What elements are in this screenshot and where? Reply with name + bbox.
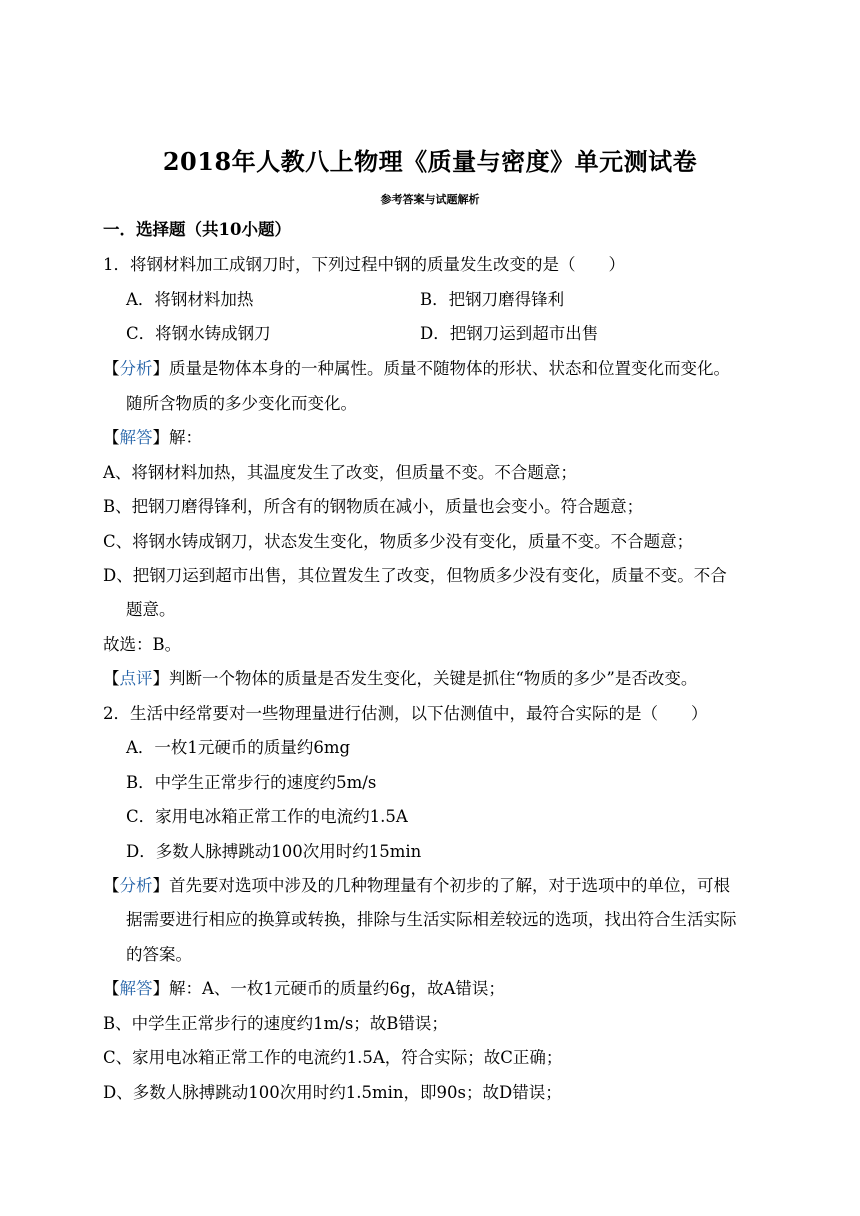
q1-analysis-text-1: 质量是物体本身的一种属性。质量不随物体的形状、状态和位置变化而变化。	[169, 359, 730, 378]
q2-answer-b: B、中学生正常步行的速度约1m/s；故B错误；	[103, 1014, 448, 1033]
analysis-tag: 分析	[119, 359, 153, 378]
bracket-close: 】	[152, 979, 169, 998]
analysis-tag: 分析	[119, 876, 153, 895]
q1-answer-a: A、将钢材料加热，其温度发生了改变，但质量不变。不合题意；	[103, 463, 577, 482]
page-subtitle: 参考答案与试题解析	[380, 193, 480, 206]
q1-comment-text: 判断一个物体的质量是否发生变化，关键是抓住“物质的多少”是否改变。	[169, 669, 698, 688]
q2-answer-line	[103, 978, 505, 1000]
q1-analysis-text-2: 随所含物质的多少变化而变化。	[126, 394, 357, 413]
q2-option-a: A．一枚1元硬币的质量约6mg	[126, 738, 351, 757]
bracket-close: 】	[152, 669, 169, 688]
q1-answer-d: D、把钢刀运到超市出售，其位置发生了改变，但物质多少没有变化，质量不变。不合	[103, 566, 727, 585]
bracket-close: 】	[152, 876, 169, 895]
q2-analysis-text-3: 的答案。	[126, 945, 192, 964]
q2-stem: 2．生活中经常要对一些物理量进行估测，以下估测值中，最符合实际的是（ ）	[103, 704, 708, 723]
answer-tag: 解答	[119, 428, 153, 447]
bracket-close: 】	[152, 428, 169, 447]
q1-analysis-line	[103, 358, 730, 380]
q2-answer-d: D、多数人脉搏跳动100次用时约1.5min，即90s；故D错误；	[103, 1083, 562, 1102]
q1-answer-d-cont: 题意。	[126, 600, 176, 619]
q1-answer-c: C、将钢水铸成钢刀，状态发生变化，物质多少没有变化，质量不变。不合题意；	[103, 532, 694, 551]
bracket-open: 【	[103, 669, 120, 688]
page-title: 2018年人教八上物理《质量与密度》单元测试卷	[162, 147, 698, 176]
bracket-open: 【	[103, 359, 120, 378]
q1-option-b: B．把钢刀磨得锋利	[420, 290, 565, 309]
q2-option-d: D．多数人脉搏跳动100次用时约15min	[126, 842, 422, 861]
q2-analysis-text-2: 据需要进行相应的换算或转换，排除与生活实际相差较远的选项，找出符合生活实际	[126, 910, 737, 929]
q2-answer-c: C、家用电冰箱正常工作的电流约1.5A，符合实际；故C正确；	[103, 1048, 563, 1067]
q2-analysis-text-1: 首先要对选项中涉及的几种物理量有个初步的了解，对于选项中的单位，可根	[169, 876, 730, 895]
comment-tag: 点评	[119, 669, 153, 688]
bracket-open: 【	[103, 876, 120, 895]
q2-option-b: B．中学生正常步行的速度约5m/s	[126, 773, 377, 792]
q1-stem: 1．将钢材料加工成钢刀时，下列过程中钢的质量发生改变的是（ ）	[103, 255, 625, 274]
bracket-close: 】	[152, 359, 169, 378]
q1-answer-head: 解：	[169, 428, 202, 447]
q2-answer-head: 解：A、一枚1元硬币的质量约6g，故A错误；	[169, 979, 505, 998]
q2-analysis-line	[103, 875, 730, 897]
q2-option-c: C．家用电冰箱正常工作的电流约1.5A	[126, 807, 408, 826]
q1-comment-line	[103, 668, 697, 690]
q1-option-d: D．把钢刀运到超市出售	[420, 324, 599, 343]
q1-option-c: C．将钢水铸成钢刀	[126, 324, 271, 343]
section-heading: 一．选择题（共10小题）	[103, 220, 291, 239]
bracket-open: 【	[103, 428, 120, 447]
q1-answer-line	[103, 427, 202, 449]
q1-answer-b: B、把钢刀磨得锋利，所含有的钢物质在减小，质量也会变小。符合题意；	[103, 497, 644, 516]
q1-option-a: A．将钢材料加热	[126, 290, 254, 309]
answer-tag: 解答	[119, 979, 153, 998]
bracket-open: 【	[103, 979, 120, 998]
q1-final-choice: 故选：B。	[103, 635, 182, 654]
